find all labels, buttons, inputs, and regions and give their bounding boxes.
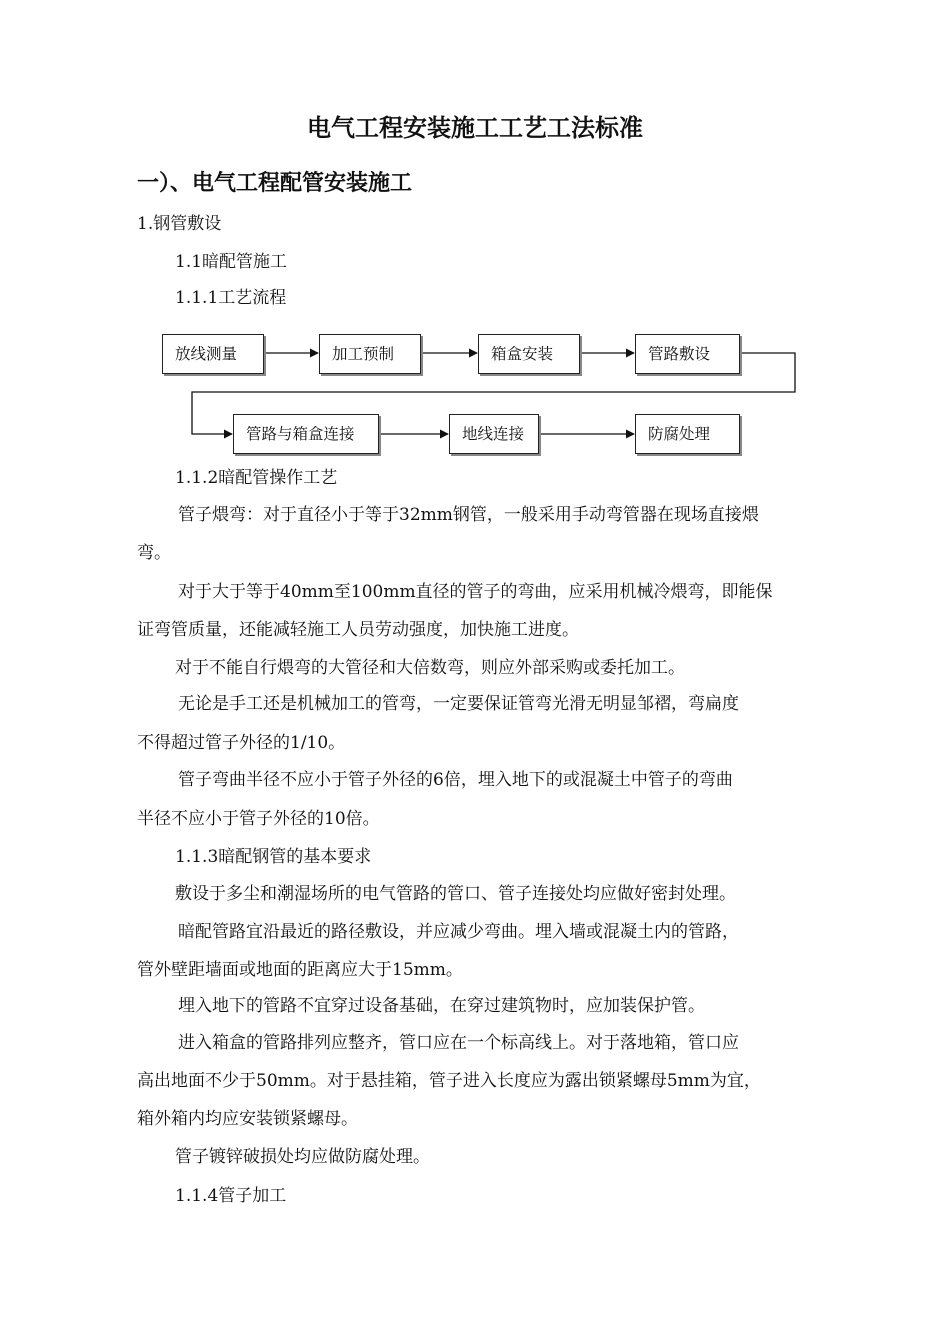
heading-1-1-1: 1.1.1工艺流程	[175, 288, 287, 308]
heading-1-1-3: 1.1.3暗配钢管的基本要求	[175, 847, 372, 867]
paragraph-2-line-2: 证弯管质量，还能减轻施工人员劳动强度，加快施工进度。	[137, 620, 579, 640]
paragraph-2-line-1: 对于大于等于40mm至100mm直径的管子的弯曲，应采用机械冷煨弯，即能保	[178, 582, 773, 602]
heading-1: 1.钢管敷设	[137, 214, 222, 234]
paragraph-4-line-1: 无论是手工还是机械加工的管弯，一定要保证管弯光滑无明显邹褶，弯扁度	[178, 694, 739, 714]
heading-1-1-2: 1.1.2暗配管操作工艺	[175, 468, 338, 488]
paragraph-1-line-1: 管子煨弯：对于直径小于等于32mm钢管，一般采用手动弯管器在现场直接煨	[178, 505, 759, 525]
paragraph-5-line-1: 管子弯曲半径不应小于管子外径的6倍，埋入地下的或混凝土中管子的弯曲	[178, 770, 733, 790]
flow-step-4: 管路敷设	[635, 334, 740, 374]
flowchart-connectors	[0, 0, 950, 470]
paragraph-9-line-2: 高出地面不少于50mm。对于悬挂箱，管子进入长度应为露出锁紧螺母5mm为宜，	[137, 1071, 761, 1091]
paragraph-9-line-1: 进入箱盒的管路排列应整齐，管口应在一个标高线上。对于落地箱，管口应	[178, 1033, 739, 1053]
paragraph-9-line-3: 箱外箱内均应安装锁紧螺母。	[137, 1109, 358, 1129]
paragraph-5-line-2: 半径不应小于管子外径的10倍。	[137, 809, 380, 829]
paragraph-8: 埋入地下的管路不宜穿过设备基础，在穿过建筑物时，应加装保护管。	[178, 996, 705, 1016]
flow-step-5: 管路与箱盒连接	[233, 414, 379, 454]
paragraph-4-line-2: 不得超过管子外径的1/10。	[137, 733, 346, 753]
paragraph-1-line-2: 弯。	[137, 543, 171, 563]
flow-step-7: 防腐处理	[635, 414, 740, 454]
flow-step-1: 放线测量	[162, 334, 264, 374]
flow-step-2: 加工预制	[319, 334, 421, 374]
paragraph-3: 对于不能自行煨弯的大管径和大倍数弯，则应外部采购或委托加工。	[175, 658, 685, 678]
heading-1-1-4: 1.1.4管子加工	[175, 1186, 287, 1206]
paragraph-7-line-1: 暗配管路宜沿最近的路径敷设，并应减少弯曲。埋入墙或混凝土内的管路，	[178, 922, 739, 942]
paragraph-6: 敷设于多尘和潮湿场所的电气管路的管口、管子连接处均应做好密封处理。	[175, 884, 736, 904]
section-heading: 一）、电气工程配管安装施工	[137, 171, 413, 196]
page-title: 电气工程安装施工工艺工法标准	[307, 114, 643, 142]
paragraph-10: 管子镀锌破损处均应做防腐处理。	[175, 1147, 430, 1167]
heading-1-1: 1.1暗配管施工	[175, 252, 288, 272]
flow-step-6: 地线连接	[449, 414, 539, 454]
flow-step-3: 箱盒安装	[478, 334, 580, 374]
paragraph-7-line-2: 管外壁距墙面或地面的距离应大于15mm。	[137, 960, 463, 980]
